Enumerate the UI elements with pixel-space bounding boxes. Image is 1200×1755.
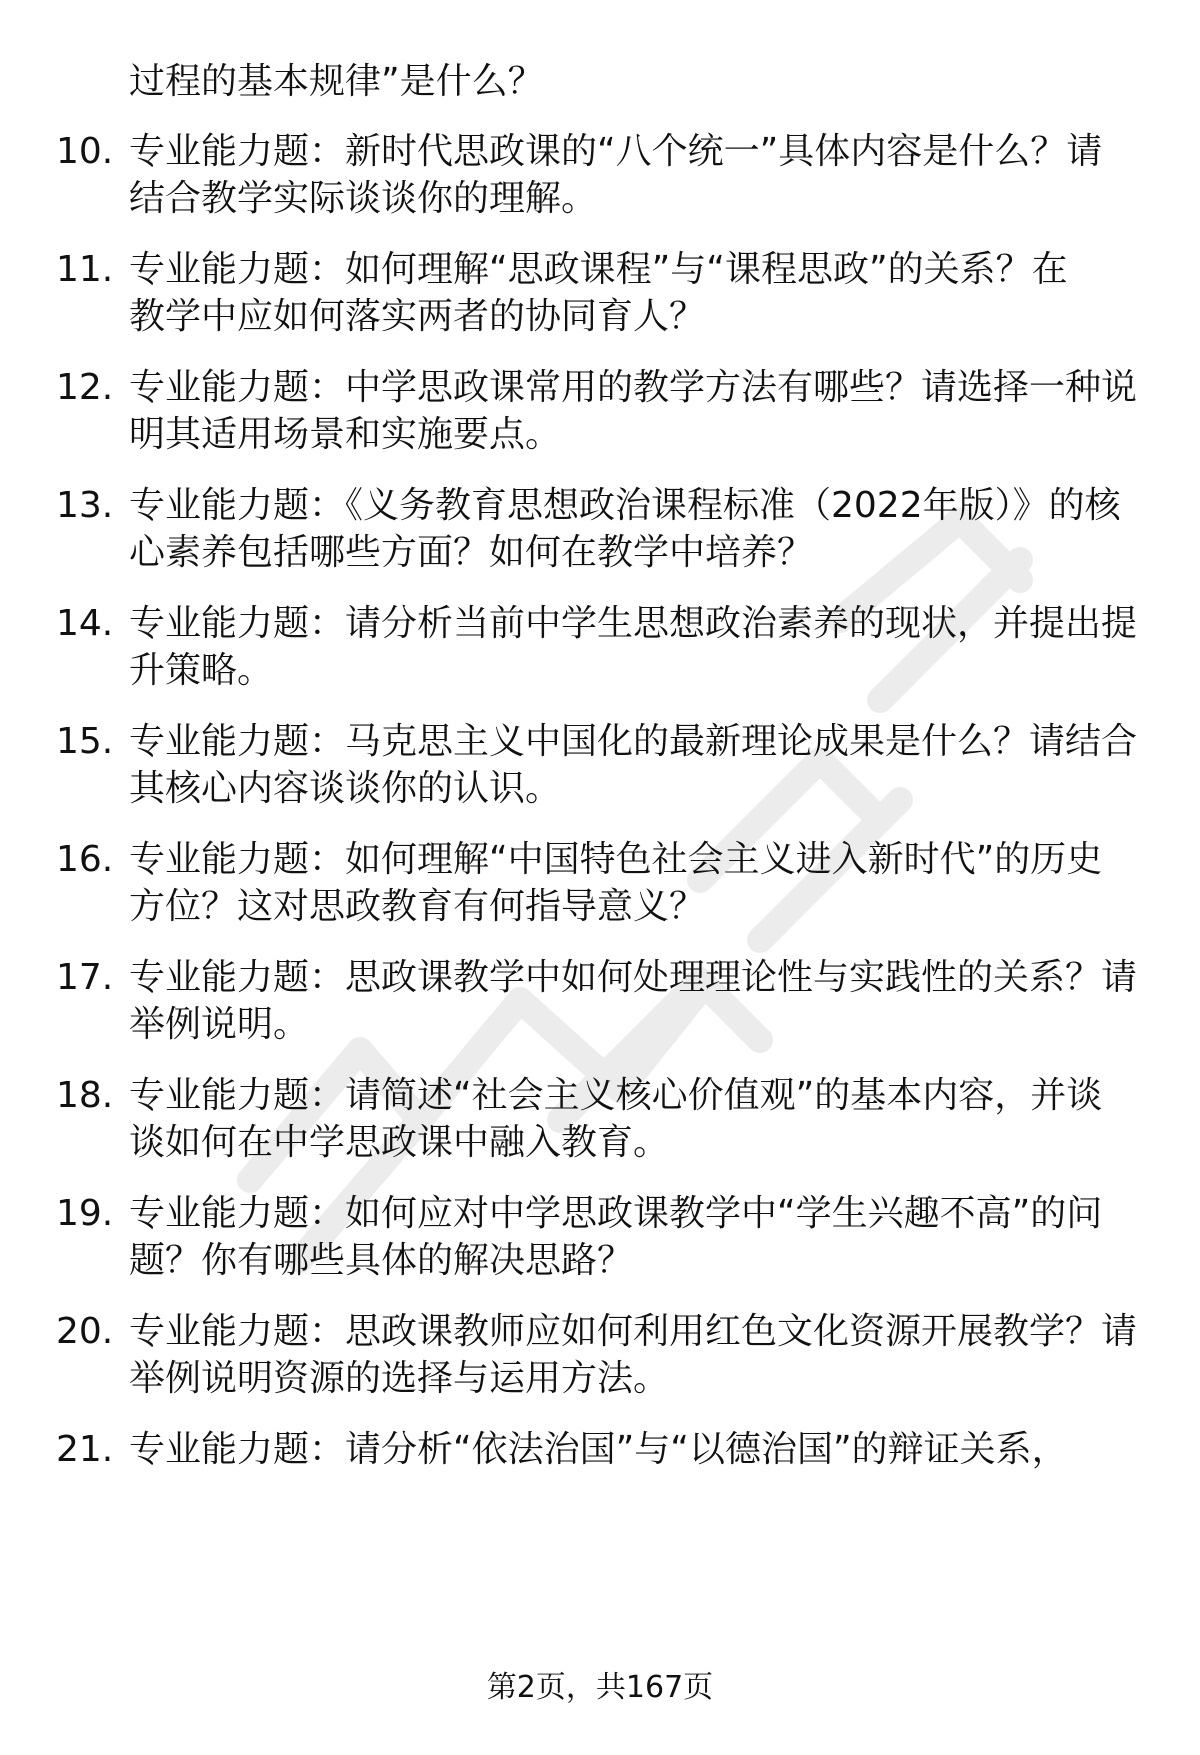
question-number: 20. — [56, 1311, 114, 1352]
question-text-line1: 专业能力题：请分析“依法治国”与“以德治国”的辩证关系， — [129, 1429, 1068, 1470]
question-text-line1: 专业能力题：如何理解“中国特色社会主义进入新时代”的历史 — [129, 839, 1103, 880]
question-text-line1: 专业能力题：思政课教师应如何利用红色文化资源开展教学？请 — [129, 1311, 1138, 1352]
question-text-line2: 举例说明。 — [129, 1004, 310, 1045]
question-number: 19. — [56, 1193, 114, 1234]
question-text-line1: 专业能力题：马克思主义中国化的最新理论成果是什么？请结合 — [129, 721, 1138, 762]
question-text-line2: 方位？这对思政教育有何指导意义？ — [129, 886, 706, 927]
question-number: 16. — [56, 839, 114, 880]
question-number: 15. — [56, 721, 114, 762]
question-text-line1: 专业能力题：请分析当前中学生思想政治素养的现状，并提出提 — [129, 603, 1138, 644]
question-text-line1: 专业能力题：新时代思政课的“八个统一”具体内容是什么？请 — [129, 131, 1103, 172]
question-number: 12. — [56, 367, 114, 408]
question-text-line1: 专业能力题：思政课教学中如何处理理论性与实践性的关系？请 — [129, 957, 1138, 998]
question-text-line2: 明其适用场景和实施要点。 — [129, 414, 562, 455]
question-text-line2: 心素养包括哪些方面？如何在教学中培养？ — [129, 532, 814, 573]
question-number: 10. — [56, 131, 114, 172]
question-number: 13. — [56, 485, 114, 526]
question-text-line2: 结合教学实际谈谈你的理解。 — [129, 178, 598, 219]
question-number: 11. — [56, 249, 114, 290]
question-number: 18. — [56, 1075, 114, 1116]
question-text-line2: 谈如何在中学思政课中融入教育。 — [129, 1122, 670, 1163]
continuation-line: 过程的基本规律”是什么？ — [129, 61, 544, 102]
question-text-line1: 专业能力题：如何理解“思政课程”与“课程思政”的关系？在 — [129, 249, 1068, 290]
question-text-line2: 教学中应如何落实两者的协同育人？ — [129, 296, 706, 337]
question-text-line2: 举例说明资源的选择与运用方法。 — [129, 1358, 670, 1399]
question-number: 17. — [56, 957, 114, 998]
question-number: 14. — [56, 603, 114, 644]
question-text-line2: 其核心内容谈谈你的认识。 — [129, 768, 562, 809]
question-text-line2: 题？你有哪些具体的解决思路？ — [129, 1240, 634, 1281]
question-text-line1: 专业能力题：请简述“社会主义核心价值观”的基本内容，并谈 — [129, 1075, 1103, 1116]
question-text-line2: 升策略。 — [129, 650, 274, 691]
question-text-line1: 专业能力题：《义务教育思想政治课程标准（2022年版）》的核 — [129, 485, 1121, 526]
question-text-line1: 专业能力题：中学思政课常用的教学方法有哪些？请选择一种说 — [129, 367, 1138, 408]
question-text-line1: 专业能力题：如何应对中学思政课教学中“学生兴趣不高”的问 — [129, 1193, 1103, 1234]
page-footer: 第2页，共167页 — [486, 1670, 714, 1705]
question-number: 21. — [56, 1429, 114, 1470]
